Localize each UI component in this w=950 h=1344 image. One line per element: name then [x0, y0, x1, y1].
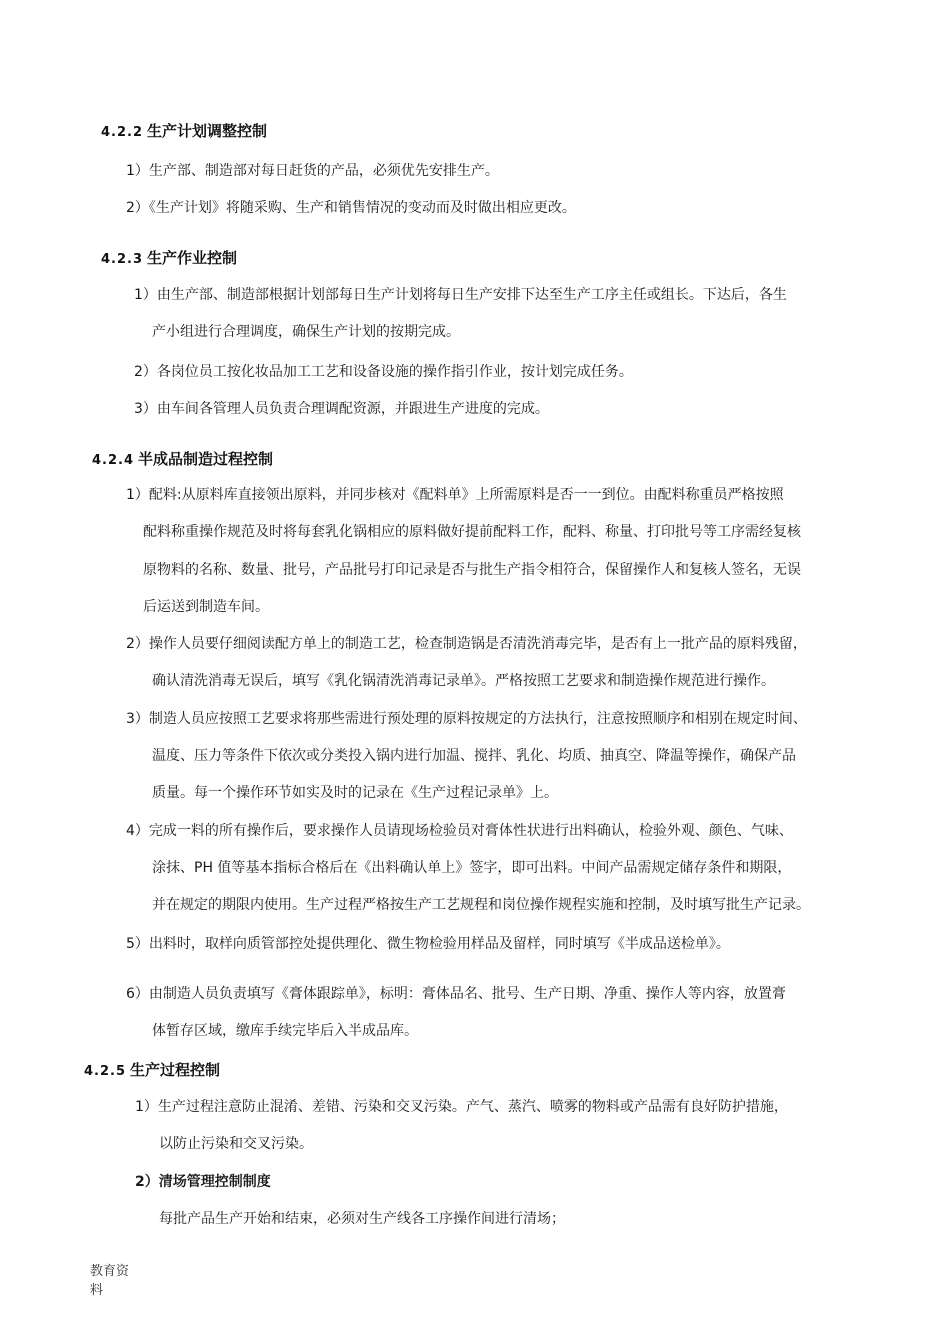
paragraph-line: 每批产品生产开始和结束，必须对生产线各工序操作间进行清场； — [159, 1211, 565, 1227]
footer-line: 料 — [90, 1283, 104, 1298]
paragraph-line: 1）由生产部、制造部根据计划部每日生产计划将每日生产安排下达至生产工序主任或组长。下达后，各生 — [134, 287, 787, 303]
section-number: 4.2.2 — [101, 125, 144, 140]
paragraph-line: 2）操作人员要仔细阅读配方单上的制造工艺，检查制造锅是否清洗消毒完毕，是否有上一批产品的原料残留， — [126, 636, 807, 652]
paragraph-line: 产小组进行合理调度，确保生产计划的按期完成。 — [152, 324, 460, 340]
section-heading-4-2-5 — [84, 1059, 220, 1080]
section-heading-4-2-2 — [101, 120, 267, 141]
paragraph-line: 2）《生产计划》将随采购、生产和销售情况的变动而及时做出相应更改。 — [126, 200, 576, 216]
section-title: 生产过程控制 — [130, 1061, 221, 1079]
paragraph-line: 1）生产过程注意防止混淆、差错、污染和交叉污染。产气、蒸汽、喷雾的物料或产品需有良好防护措施， — [135, 1099, 788, 1115]
section-number: 4.2.4 — [92, 453, 135, 468]
section-heading-4-2-4 — [92, 448, 273, 469]
footer-note — [90, 1262, 150, 1300]
paragraph-line: 3）制造人员应按照工艺要求将那些需进行预处理的原料按规定的方法执行，注意按照顺序和相别在规定时间、 — [126, 711, 807, 727]
paragraph-line: 涂抹、PH 值等基本指标合格后在《出料确认单上》签字，即可出料。中间产品需规定储存条件和期限， — [152, 860, 792, 876]
paragraph-line: 1）生产部、制造部对每日赶货的产品，必须优先安排生产。 — [126, 163, 499, 179]
subheading: 2）清场管理控制制度 — [135, 1174, 271, 1190]
section-title: 生产作业控制 — [147, 249, 238, 267]
paragraph-line: 1）配料:从原料库直接领出原料，并同步核对《配料单》上所需原料是否一一到位。由配料称重员严格按照 — [126, 487, 784, 503]
section-number: 4.2.5 — [84, 1064, 127, 1079]
paragraph-line: 5）出料时，取样向质管部控处提供理化、微生物检验用样品及留样，同时填写《半成品送检单》。 — [126, 936, 730, 952]
paragraph-line: 2）各岗位员工按化妆品加工工艺和设备设施的操作指引作业，按计划完成任务。 — [134, 364, 633, 380]
paragraph-line: 温度、压力等条件下依次或分类投入锅内进行加温、搅拌、乳化、均质、抽真空、降温等操作，确保产品 — [152, 748, 796, 764]
paragraph-line: 体暂存区域，缴库手续完毕后入半成品库。 — [152, 1023, 418, 1039]
paragraph-line: 并在规定的期限内使用。生产过程严格按生产工艺规程和岗位操作规程实施和控制，及时填写批生产记录。 — [152, 897, 810, 913]
section-number: 4.2.3 — [101, 252, 144, 267]
paragraph-line: 后运送到制造车间。 — [143, 599, 269, 615]
paragraph-line: 6）由制造人员负责填写《膏体跟踪单》，标明：膏体品名、批号、生产日期、净重、操作人等内容，放置膏 — [126, 986, 786, 1002]
paragraph-line: 质量。每一个操作环节如实及时的记录在《生产过程记录单》上。 — [152, 785, 558, 801]
paragraph-line: 确认清洗消毒无误后，填写《乳化锅清洗消毒记录单》。严格按照工艺要求和制造操作规范进行操作。 — [152, 673, 775, 689]
paragraph-line: 原物料的名称、数量、批号，产品批号打印记录是否与批生产指令相符合，保留操作人和复核人签名，无误 — [143, 562, 801, 578]
paragraph-line: 4）完成一料的所有操作后，要求操作人员请现场检验员对膏体性状进行出料确认，检验外观、颜色、气味、 — [126, 823, 793, 839]
paragraph-line: 配料称重操作规范及时将每套乳化锅相应的原料做好提前配料工作，配料、称量、打印批号等工序需经复核 — [143, 524, 801, 540]
section-heading-4-2-3 — [101, 247, 237, 268]
paragraph-line: 3）由车间各管理人员负责合理调配资源，并跟进生产进度的完成。 — [134, 401, 549, 417]
paragraph-line: 以防止污染和交叉污染。 — [159, 1136, 313, 1152]
footer-line: 教育资 — [90, 1264, 130, 1279]
section-title: 半成品制造过程控制 — [138, 450, 274, 468]
section-title: 生产计划调整控制 — [147, 122, 268, 140]
